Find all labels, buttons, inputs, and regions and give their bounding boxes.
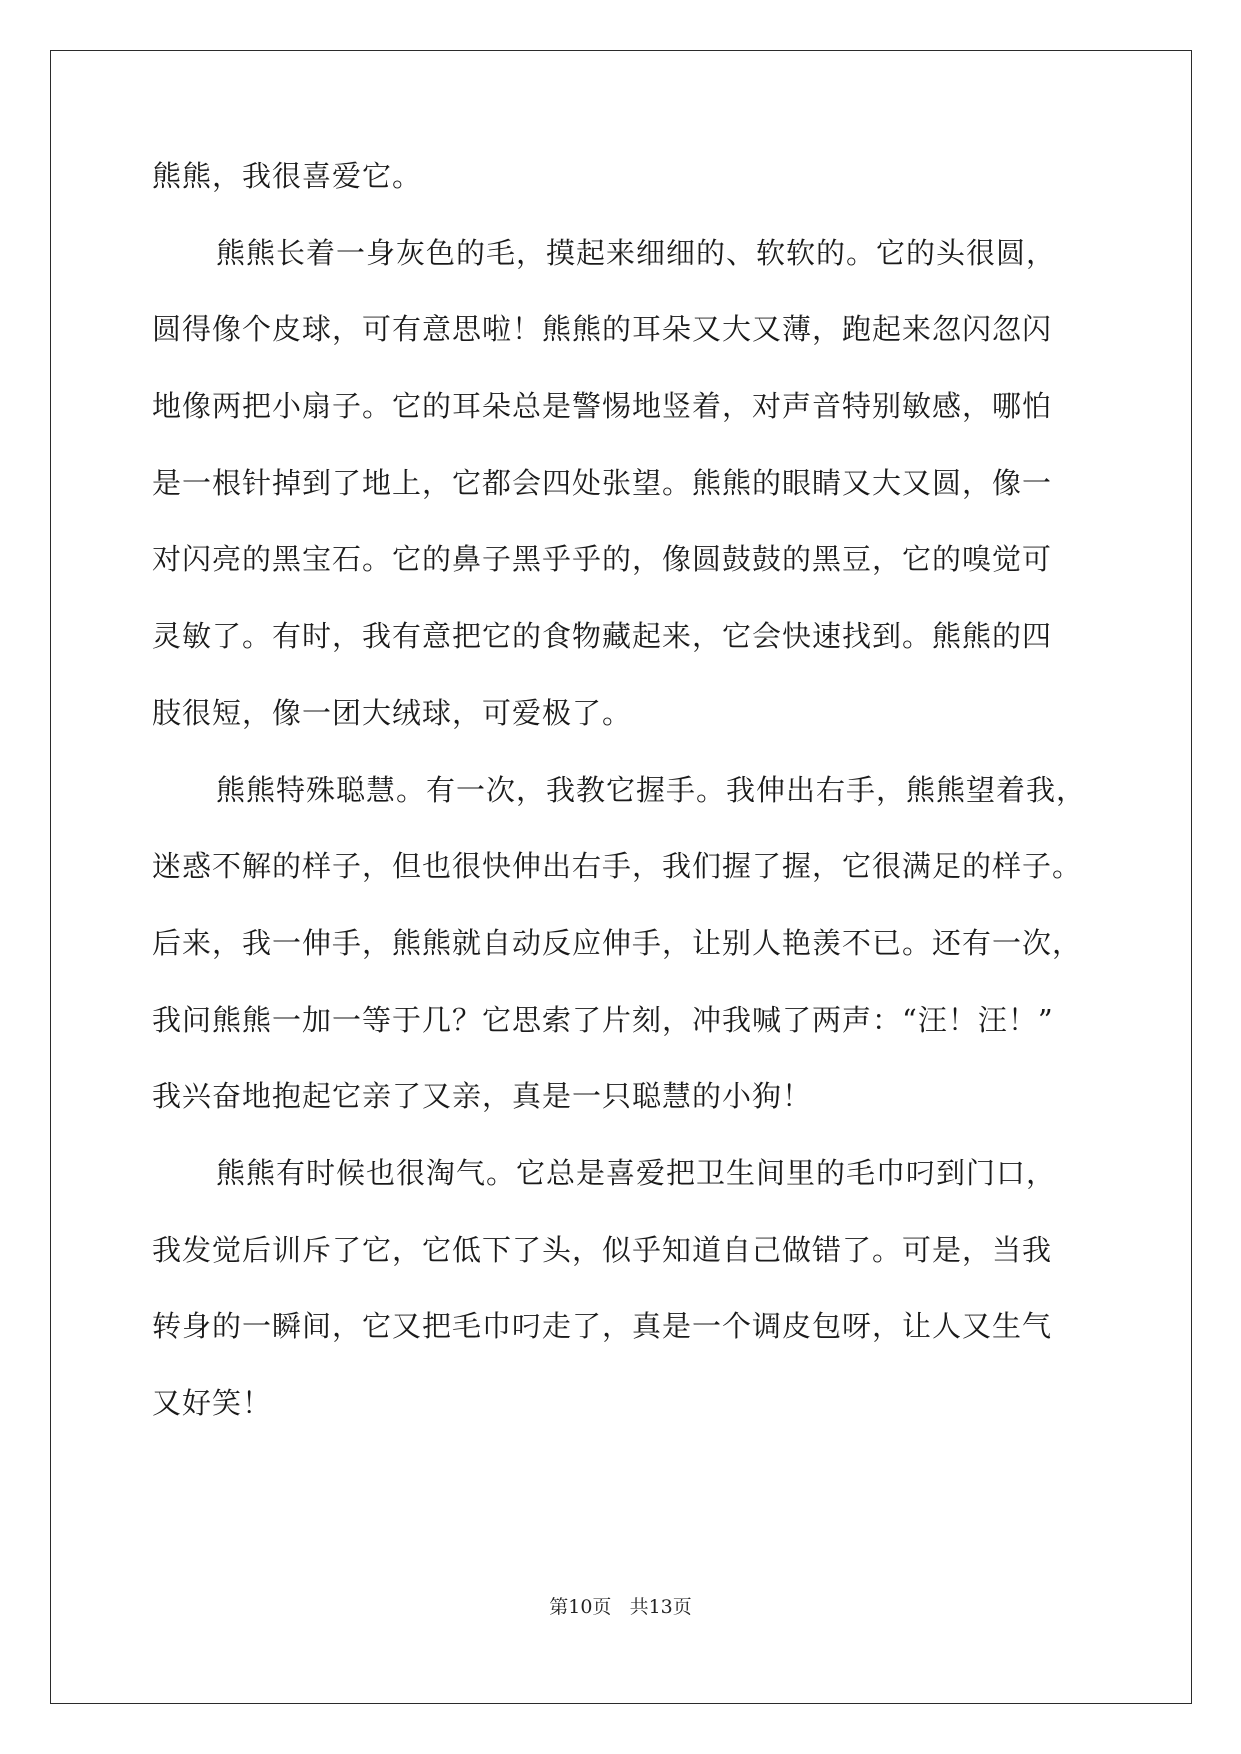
text-line: 我发觉后训斥了它，它低下了头，似乎知道自己做错了。可是，当我 [152, 1232, 1053, 1267]
text-line: 熊熊长着一身灰色的毛，摸起来细细的、软软的。它的头很圆， [216, 235, 1057, 270]
text-line: 地像两把小扇子。它的耳朵总是警惕地竖着，对声音特别敏感，哪怕 [152, 389, 1053, 424]
text-line: 转身的一瞬间，它又把毛巾叼走了，真是一个调皮包呀，让人又生气 [152, 1309, 1053, 1344]
text-line: 肢很短，像一团大绒球，可爱极了。 [152, 695, 633, 730]
text-line: 迷惑不解的样子，但也很快伸出右手，我们握了握，它很满足的样子。 [152, 849, 1083, 884]
page-number: 第10页 [549, 1596, 612, 1618]
text-line: 是一根针掉到了地上，它都会四处张望。熊熊的眼睛又大又圆，像一 [152, 465, 1053, 500]
text-line: 我兴奋地抱起它亲了又亲，真是一只聪慧的小狗！ [152, 1079, 813, 1114]
page-footer [0, 1596, 1241, 1618]
text-line: 熊熊特殊聪慧。有一次，我教它握手。我伸出右手，熊熊望着我， [216, 772, 1087, 807]
document-body [152, 159, 1092, 1466]
text-line: 对闪亮的黑宝石。它的鼻子黑乎乎的，像圆鼓鼓的黑豆，它的嗅觉可 [152, 542, 1053, 577]
text-line: 我问熊熊一加一等于几？它思索了片刻，冲我喊了两声：“汪！汪！” [152, 1002, 1054, 1037]
page-total: 共13页 [629, 1596, 692, 1618]
text-line: 后来，我一伸手，熊熊就自动反应伸手，让别人艳羡不已。还有一次， [152, 925, 1083, 960]
text-line: 熊熊，我很喜爱它。 [152, 159, 423, 193]
text-line: 灵敏了。有时，我有意把它的食物藏起来，它会快速找到。熊熊的四 [152, 619, 1053, 654]
text-line: 熊熊有时候也很淘气。它总是喜爱把卫生间里的毛巾叼到门口， [216, 1155, 1057, 1190]
text-line: 又好笑！ [152, 1386, 273, 1420]
text-line: 圆得像个皮球，可有意思啦！熊熊的耳朵又大又薄，跑起来忽闪忽闪 [152, 312, 1053, 347]
